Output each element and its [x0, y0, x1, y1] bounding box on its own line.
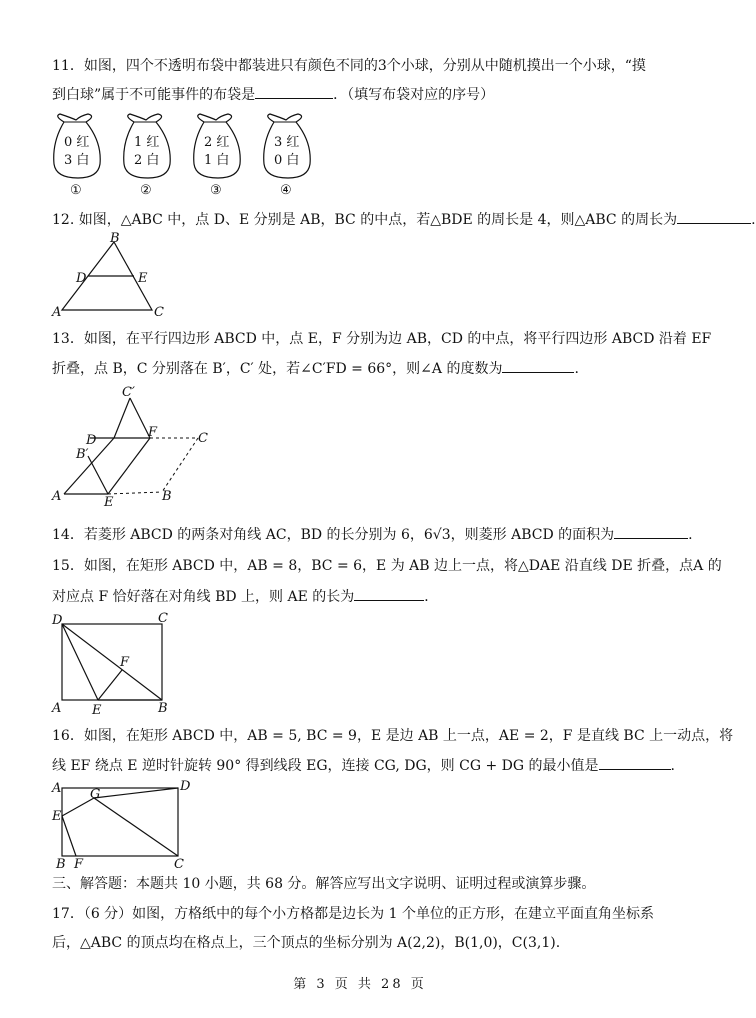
q15-line2-tail: ． — [424, 589, 439, 605]
q14-text: 14．若菱形 ABCD 的两条对角线 AC，BD 的长分别为 6，6√3，则菱形 ABCD 的面积为 — [52, 527, 615, 543]
bag-1-label: ① — [70, 183, 82, 198]
q13-label-B: B — [162, 489, 172, 504]
q11-line2-tail: ．（填写布袋对应的序号） — [333, 87, 495, 103]
q13-answer-blank[interactable] — [502, 358, 574, 373]
bag-4 — [264, 114, 311, 198]
q13-line2 — [52, 358, 579, 379]
q15-label-A: A — [52, 701, 62, 716]
bag-2-white: 2 白 — [134, 153, 160, 168]
q15-answer-blank[interactable] — [354, 586, 424, 601]
q12-label-A: A — [52, 305, 62, 320]
q13-label-Cp: C′ — [122, 385, 135, 400]
q13-label-E: E — [104, 495, 114, 510]
q16-line2 — [52, 755, 675, 776]
q13-label-C: C — [198, 431, 208, 446]
q16-answer-blank[interactable] — [599, 755, 671, 770]
q16-label-C: C — [174, 857, 184, 872]
q13-line2-text: 折叠，点 B，C 分别落在 B′，C′ 处，若∠C′FD = 66°，则∠A 的度数为 — [52, 361, 503, 377]
bag-2 — [124, 114, 171, 198]
q13-line2-tail: . — [574, 361, 579, 377]
bag-1-white: 3 白 — [64, 153, 90, 168]
bag-3-red: 2 红 — [204, 135, 230, 150]
q13-line1: 13．如图，在平行四边形 ABCD 中，点 E，F 分别为边 AB，CD 的中点，将平行四边形 ABCD 沿着 EF — [52, 331, 712, 347]
q16-label-G: G — [90, 787, 101, 802]
q11-line2-text: 到白球”属于不可能事件的布袋是 — [52, 87, 256, 103]
q16-line2-text: 线 EF 绕点 E 逆时针旋转 90° 得到线段 EG，连接 CG, DG，则 CG + DG 的最小值是 — [52, 758, 599, 774]
q11-answer-blank[interactable] — [255, 84, 333, 99]
bag-4-label: ④ — [280, 183, 292, 198]
q15-label-D: D — [52, 613, 63, 628]
bag-4-white: 0 白 — [274, 153, 300, 168]
q12-tail: . — [751, 212, 756, 228]
q13-label-A: A — [52, 489, 62, 504]
q13-label-Bp: B′ — [76, 447, 89, 462]
q15-label-E: E — [92, 703, 102, 718]
q14-tail: . — [688, 527, 693, 543]
bag-3 — [194, 114, 241, 198]
bag-3-label: ③ — [210, 183, 222, 198]
q15-label-F: F — [120, 655, 130, 670]
q15-line2 — [52, 586, 438, 607]
q16-label-A: A — [52, 781, 62, 796]
bag-4-red: 3 红 — [274, 135, 300, 150]
q16-line2-tail: . — [670, 758, 675, 774]
q16-label-F: F — [74, 857, 84, 872]
q12-label-E: E — [138, 271, 148, 286]
q12-answer-blank[interactable] — [677, 209, 751, 224]
bag-2-label: ② — [140, 183, 152, 198]
q16-rectangle-figure — [52, 778, 202, 870]
bag-3-white: 1 白 — [204, 153, 230, 168]
q15-line1: 15．如图，在矩形 ABCD 中，AB = 8，BC = 6，E 为 AB 边上一点，将△DAE 沿直线 DE 折叠，点A 的 — [52, 558, 722, 574]
q14-line — [52, 524, 693, 545]
q11-line1: 11．如图，四个不透明布袋中都装进只有颜色不同的3个小球，分别从中随机摸出一个小球，“摸 — [52, 58, 646, 74]
q15-rectangle-figure — [52, 612, 182, 716]
q12-label-B: B — [110, 231, 120, 246]
q12-line — [52, 209, 756, 230]
q17-line2: 后，△ABC 的顶点均在格点上，三个顶点的坐标分别为 A(2,2)，B(1,0)，C(3,1). — [52, 935, 561, 951]
q16-label-D: D — [180, 779, 191, 794]
q11-line2 — [52, 84, 494, 105]
q12-label-D: D — [76, 271, 87, 286]
bag-1-red: 0 红 — [64, 135, 90, 150]
q13-parallelogram-figure — [52, 384, 222, 510]
q16-label-B: B — [56, 857, 66, 872]
q12-triangle-figure — [52, 231, 172, 320]
q12-text: 12. 如图，△ABC 中，点 D、E 分别是 AB，BC 的中点，若△BDE 的周长是 4，则△ABC 的周长为 — [52, 212, 678, 228]
q15-label-B: B — [158, 701, 168, 716]
q15-label-C: C — [158, 611, 168, 626]
q16-label-E: E — [52, 809, 62, 824]
q17-line1: 17．（6 分）如图，方格纸中的每个小方格都是边长为 1 个单位的正方形，在建立平面直角坐标系 — [52, 906, 654, 922]
section-3-heading: 三、解答题：本题共 10 小题，共 68 分。解答应写出文字说明、证明过程或演算步骤。 — [52, 876, 596, 892]
q11-bags-figure — [52, 112, 322, 202]
bag-2-red: 1 红 — [134, 135, 160, 150]
q14-answer-blank[interactable] — [614, 524, 688, 539]
q15-line2-text: 对应点 F 恰好落在对角线 BD 上，则 AE 的长为 — [52, 589, 355, 605]
q13-label-F: F — [148, 425, 158, 440]
page-footer: 第 3 页 共 28 页 — [293, 977, 427, 992]
q16-line1: 16．如图，在矩形 ABCD 中，AB = 5, BC = 9，E 是边 AB 上一点，AE = 2，F 是直线 BC 上一动点，将 — [52, 728, 734, 744]
q13-label-D: D — [86, 433, 97, 448]
bag-1 — [54, 114, 101, 198]
q12-label-C: C — [154, 305, 164, 320]
